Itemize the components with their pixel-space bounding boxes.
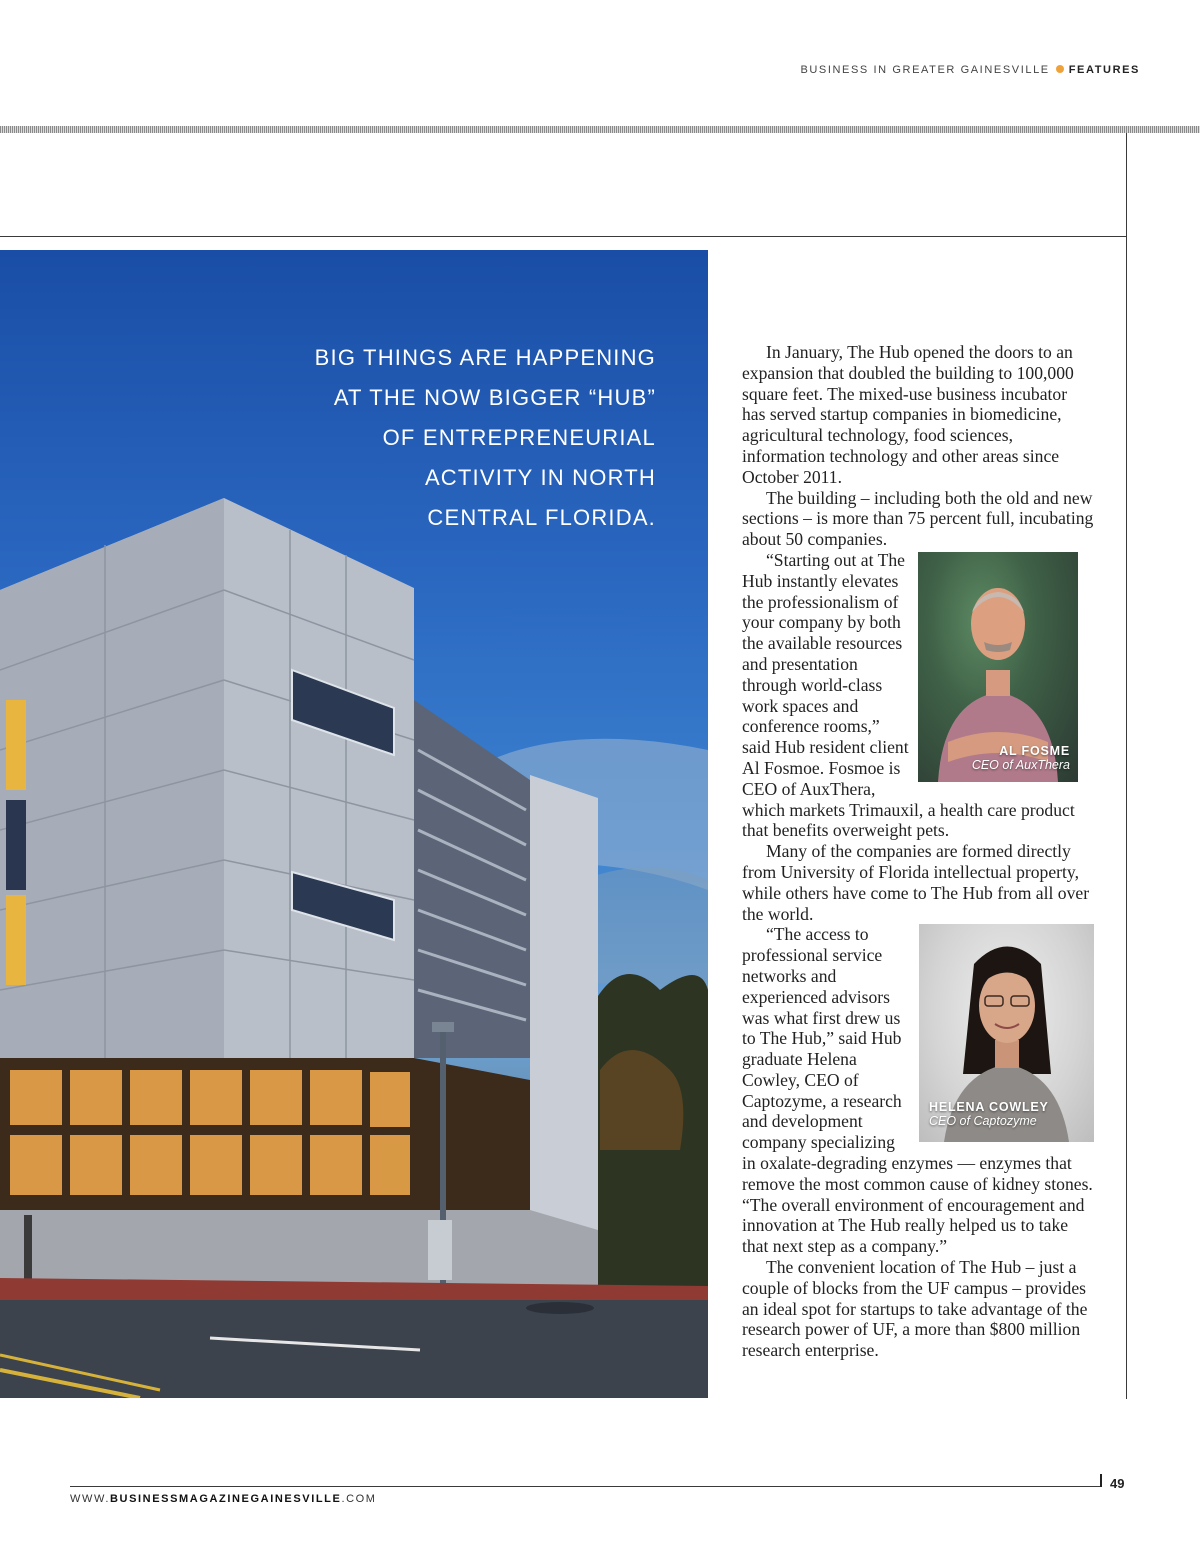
top-divider-rule xyxy=(0,236,1127,237)
url-prefix: WWW. xyxy=(70,1493,110,1505)
caption-name: AL FOSME xyxy=(999,743,1070,758)
publication-name: BUSINESS IN GREATER GAINESVILLE xyxy=(800,64,1050,76)
website-url xyxy=(70,1493,377,1505)
article-paragraph: Many of the companies are formed directly from University of Florida intellectual property, while others have come to The Hub from all over the world. xyxy=(742,841,1090,924)
article-body xyxy=(742,342,1094,1361)
folio-tick xyxy=(1100,1474,1102,1487)
article-deck xyxy=(236,338,656,538)
header-hatch-band xyxy=(0,126,1200,133)
al-fosmoe-portrait xyxy=(918,552,1078,782)
hero-building-photo xyxy=(0,250,708,1398)
caption-name: HELENA COWLEY xyxy=(929,1100,1049,1115)
caption-role: CEO of Captozyme xyxy=(929,1114,1037,1129)
page-number: 49 xyxy=(1110,1476,1125,1491)
bullet-dot-icon xyxy=(1056,65,1064,73)
section-name: FEATURES xyxy=(1068,64,1140,76)
article-paragraph: “Starting out at The Hub instantly elevates the professionalism of your company by both the available resources and presentation through world-class work spaces and conference rooms,” said Hub resident client Al Fosmoe. Fosmoe is CEO of AuxThera, which markets Trimauxil, a health care product that benefits overweight pets. xyxy=(742,549,1075,841)
deck-line: ACTIVITY IN NORTH xyxy=(424,465,656,490)
article-paragraph: In January, The Hub opened the doors to an expansion that doubled the building to 100,000 square feet. The mixed-use business incubator has served startup companies in biomedicine, agricultural technology, food sciences, information technology and other areas since October 2011. xyxy=(742,342,1074,487)
article-paragraph: The building – including both the old and new sections – is more than 75 percent full, incubating about 50 companies. xyxy=(742,487,1094,550)
deck-line: CENTRAL FLORIDA. xyxy=(427,505,656,530)
right-margin-rule xyxy=(1126,133,1127,1399)
caption-role: CEO of AuxThera xyxy=(971,757,1070,772)
url-main: BUSINESSMAGAZINEGAINESVILLE xyxy=(110,1493,342,1505)
running-head xyxy=(800,64,1140,76)
deck-line: OF ENTREPRENEURIAL xyxy=(382,425,656,450)
photo-caption xyxy=(929,1100,1049,1128)
helena-cowley-portrait xyxy=(919,924,1094,1142)
footer-rule xyxy=(70,1486,1100,1487)
article-paragraph: The convenient location of The Hub – just a couple of blocks from the UF campus – provides an ideal spot for startups to take advantage of the research power of UF, a more than $800 million research enterprise. xyxy=(742,1257,1088,1361)
deck-line: BIG THINGS ARE HAPPENING xyxy=(314,345,656,370)
article-paragraph: “The access to professional service networks and experienced advisors was what first drew us to The Hub,” said Hub graduate Helena Cowley, CEO of Captozyme, a research and development company specializing in oxalate-degrading enzymes — enzymes that remove the most common cause of kidney stones. “The overall environment of encouragement and innovation at The Hub really helped us to take that next step as a company.” xyxy=(742,924,1093,1257)
deck-line: AT THE NOW BIGGER “HUB” xyxy=(333,385,656,410)
url-suffix: .COM xyxy=(341,1493,377,1505)
photo-caption xyxy=(972,744,1070,772)
